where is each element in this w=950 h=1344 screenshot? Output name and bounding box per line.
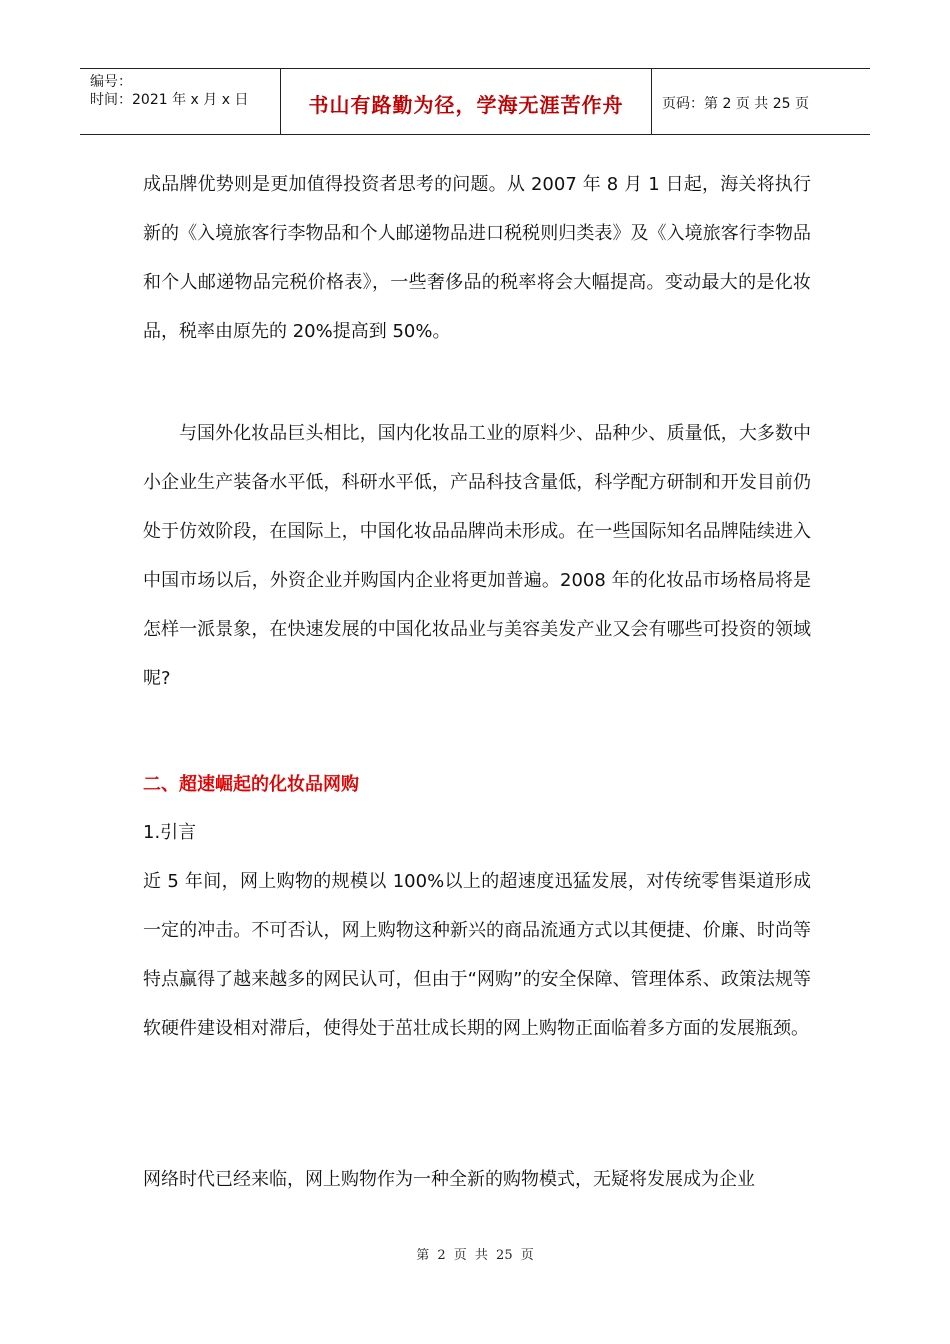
subheading: 1.引言 <box>143 822 197 843</box>
paragraph-2: 与国外化妆品巨头相比，国内化妆品工业的原料少、品种少、质量低，大多数中小企业生产装备水平低，科研水平低，产品科技含量低，科学配方研制和开发目前仍处于仿效阶段，在国际上，中国化妆品品牌尚未形成。在一些国际知名品牌陆续进入中国市场以后，外资企业并购国内企业将更加普遍。2008 年的化妆品市场格局将是怎样一派景象，在快速发展的中国化妆品业与美容美发产业又会有哪些可投资的领域呢? <box>143 423 811 689</box>
paragraph-1: 成品牌优势则是更加值得投资者思考的问题。从 2007 年 8 月 1 日起，海关将执行新的《入境旅客行李物品和个人邮递物品进口税税则归类表》及《入境旅客行李物品和个人邮递物品完税价格表》，一些奢侈品的税率将会大幅提高。变动最大的是化妆品，税率由原先的 20%提高到 50%。 <box>143 174 811 342</box>
section-heading: 二、超速崛起的化妆品网购 <box>143 774 359 795</box>
header-meta <box>80 69 280 134</box>
page-header <box>80 68 870 135</box>
document-number-label: 编号： <box>90 74 132 90</box>
paragraph-4: 网络时代已经来临，网上购物作为一种全新的购物模式，无疑将发展成为企业 <box>143 1169 755 1190</box>
document-date-label: 时间：2021 年 x 月 x 日 <box>90 92 249 108</box>
paragraph-3: 近 5 年间，网上购物的规模以 100%以上的超速度迅猛发展，对传统零售渠道形成一定的冲击。不可否认，网上购物这种新兴的商品流通方式以其便捷、价廉、时尚等特点赢得了越来越多的网民认可，但由于“网购”的安全保障、管理体系、政策法规等软硬件建设相对滞后，使得处于茁壮成长期的网上购物正面临着多方面的发展瓶颈。 <box>143 871 811 1039</box>
header-page-info: 页码：第 2 页 共 25 页 <box>662 95 809 112</box>
page-footer: 第 2 页 共 25 页 <box>416 1248 534 1263</box>
header-motto: 书山有路勤为径，学海无涯苦作舟 <box>280 69 652 134</box>
